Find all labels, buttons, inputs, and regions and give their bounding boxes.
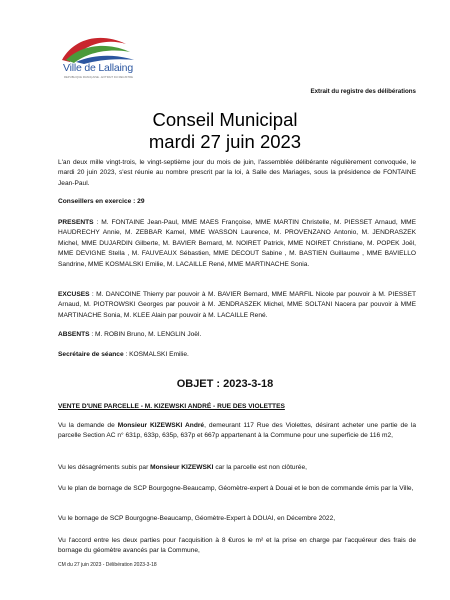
meeting-date: mardi 27 juin 2023 <box>148 131 302 152</box>
secretaire-name: : KOSMALSKI Emilie. <box>123 351 189 358</box>
absents-label: ABSENTS <box>58 331 90 338</box>
vente-title: VENTE D'UNE PARCELLE - M. KIZEWSKI ANDRÉ - RUE DES VIOLETTES <box>58 403 285 410</box>
absents-list: : M. ROBIN Bruno, M. LENGLIN Joël. <box>89 331 202 338</box>
presents-paragraph <box>58 218 416 270</box>
accord-paragraph: Vu l'accord entre les deux parties pour l'acquisition à 8 €uros le m² et la prise en charge par l'acquéreur des frais de bornage du géomètre avancés par la Commune, <box>58 537 416 555</box>
bornage-paragraph: Vu le bornage de SCP Bourgogne-Beaucamp, Géomètre-Expert à DOUAI, en Décembre 2022, <box>58 515 336 522</box>
page-title: Conseil Municipal <box>152 109 298 130</box>
presents-label: PRESENTS <box>58 219 94 226</box>
excuses-list: : M. DANCOINE Thierry par pouvoir à M. BAVIER Bernard, MME MARFIL Nicole par pouvoir à M. PIESSET Arnaud, M. PIOTROWSKI Georges par pouvoir à M. JENDRASZEK Michel, MME SOLTANI Nacera par pouvoir à MME MARTINACHE Sonia, M. KLEE Alain par pouvoir à M. LACAILLE René. <box>58 291 416 319</box>
absents-paragraph <box>58 330 416 340</box>
objet-heading: OBJET : 2023-3-18 <box>176 378 274 390</box>
conseillers-en-exercice <box>58 197 416 207</box>
plan-paragraph: Vu le plan de bornage de SCP Bourgogne-Beaucamp, Géomètre-expert à Douai et le bon de commande émis par la Ville, <box>58 485 414 492</box>
demande-paragraph <box>58 421 416 442</box>
city-tagline: REPUBLIQUE FRANÇAISE - EXTRAIT DU REGISTRE <box>64 75 133 79</box>
desagr-name: Monsieur KIZEWSKI <box>150 464 214 471</box>
secretaire-label: Secrétaire de séance <box>58 351 124 358</box>
desagr-pre: Vu les désagréments subis par <box>58 464 151 471</box>
demande-name: Monsieur KIZEWSKI André <box>117 422 205 429</box>
city-name: Ville de Lallaing <box>63 62 133 74</box>
extract-label: Extrait du registre des délibérations <box>310 88 416 95</box>
demande-pre: Vu la demande de <box>58 422 118 429</box>
intro-paragraph: L'an deux mille vingt-trois, le vingt-septième jour du mois de juin, l'assemblée délibérante régulièrement convoquée, le mardi 20 juin 2023, s'est réunie au nombre prescrit par la loi, à Salle des Mariages, sous la présidence de FONTAINE Jean-Paul. <box>58 159 416 187</box>
excuses-label: EXCUSES <box>58 291 90 298</box>
presents-list: : M. FONTAINE Jean-Paul, MME MAES Françoise, MME MARTIN Christelle, M. PIESSET Arnaud, MME HAUDRECHY Annie, M. ZEBBAR Kamel, MME WASSON Laurence, M. PROVENZANO Antonio, M. JENDRASZEK Michel, MME DUJARDIN Gilberte, M. BAVIER Bernard, M. NOIRET Patrick, MME NOIRET Christiane, M. POPEK Joël, MME DEVIGNE Stella , M. FAUVEAUX Sébastien, MME DECOUT Sabine , M. BASTIEN Guillaume , MME BAVIELLO Sandrine, MME KOSMALSKI Emilie, M. LACAILLE René, MME MARTINACHE Sonia. <box>58 219 416 268</box>
desagrements-paragraph <box>58 463 416 473</box>
exercice-label: Conseillers en exercice : 29 <box>58 198 145 205</box>
page-footer: CM du 27 juin 2023 - Délibération 2023-3-18 <box>58 562 157 568</box>
demande-post: , demeurant 117 Rue des Violettes, désirant acheter une partie de la parcelle Section AC n° 631p, 633p, 635p, 637p et 667p appartenant à la Commune pour une superficie de 116 m2, <box>58 422 416 440</box>
excuses-paragraph <box>58 290 416 321</box>
secretaire-paragraph <box>58 350 416 360</box>
desagr-post: car la parcelle est non clôturée, <box>213 464 307 471</box>
